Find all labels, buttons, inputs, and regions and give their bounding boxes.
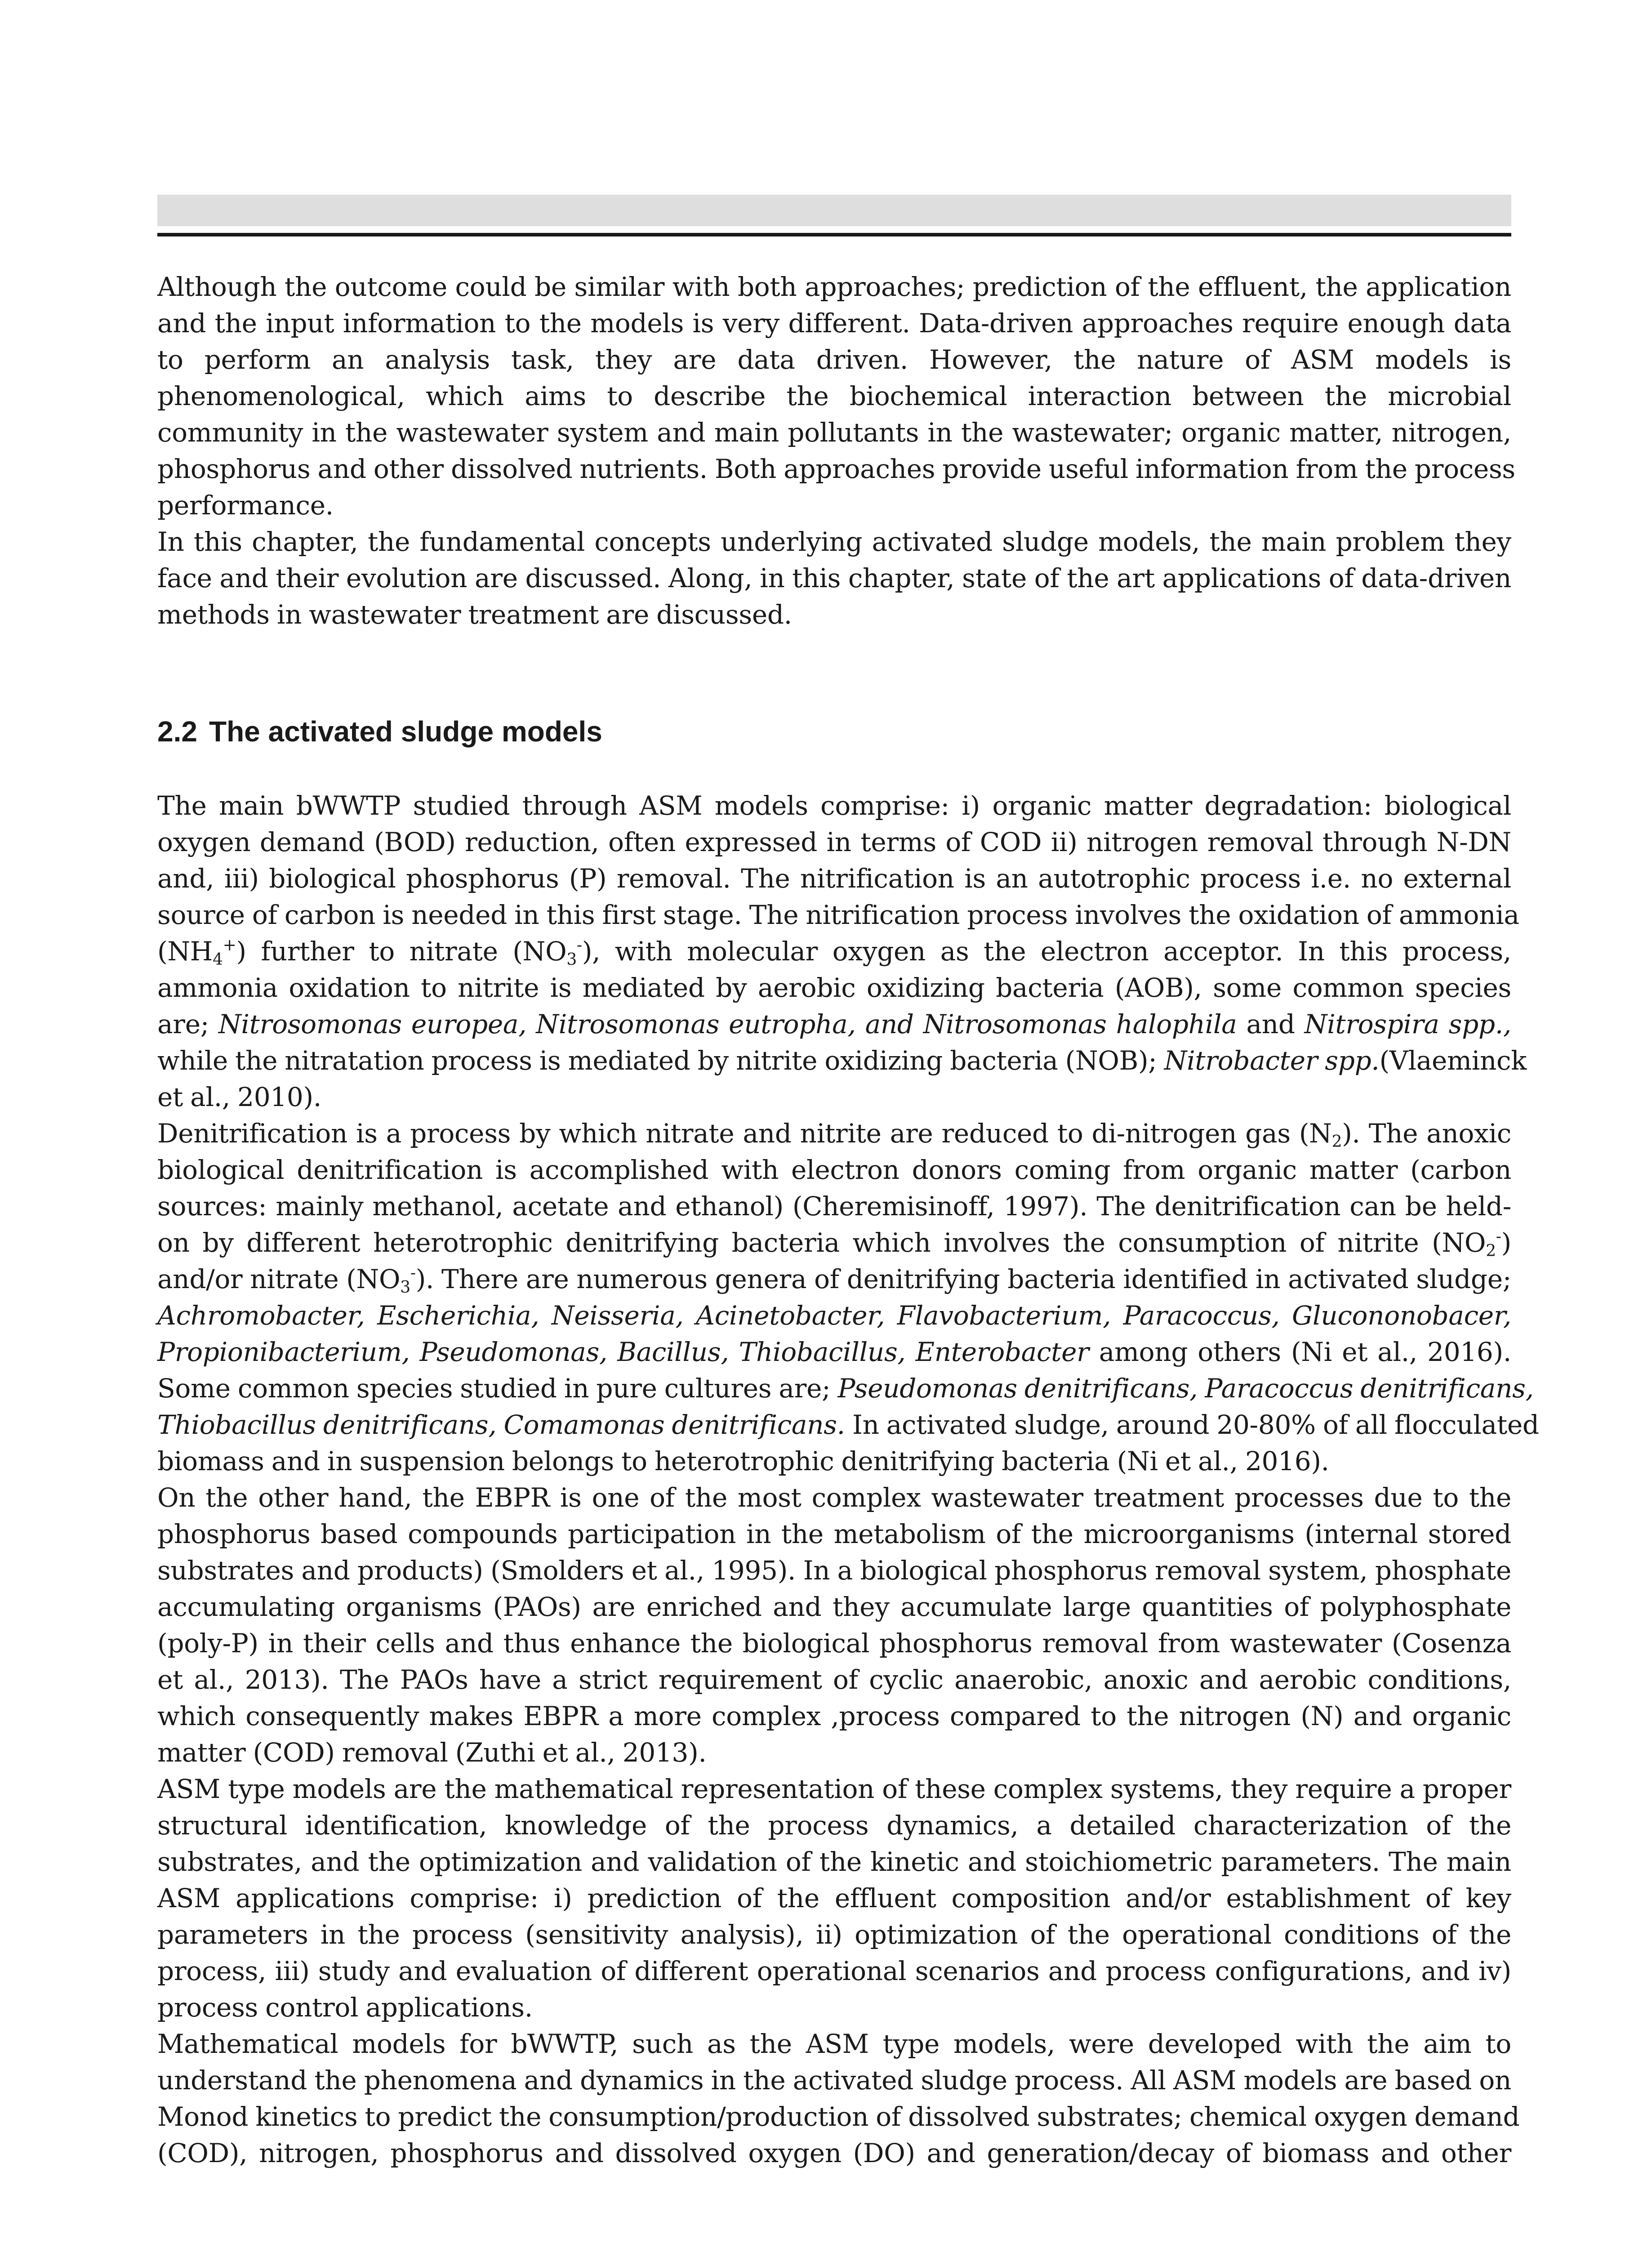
text-line: substrates and products) (Smolders et al., 1995). In a biological phosphorus removal system, phosphate bbox=[157, 1555, 1511, 1586]
header-band bbox=[157, 195, 1511, 226]
text-line: et al., 2010). bbox=[157, 1082, 321, 1112]
text-line: understand the phenomena and dynamics in the activated sludge process. All ASM models are based on bbox=[157, 2065, 1511, 2096]
text-line: Although the outcome could be similar with both approaches; prediction of the effluent, the application bbox=[157, 272, 1511, 302]
text-line: et al., 2013). The PAOs have a strict requirement of cyclic anaerobic, anoxic and aerobic conditions, bbox=[157, 1664, 1511, 1695]
text-line: Propionibacterium, Pseudomonas, Bacillus, Thiobacillus, Enterobacter among others (Ni et al., 2016). bbox=[157, 1337, 1512, 1367]
text-line: $(NH_4^+)$ further to nitrate $(NO_3^-)$, with molecular oxygen as the electron acceptor. In this process, bbox=[157, 936, 1511, 969]
section-body bbox=[157, 788, 1539, 2172]
text-line: (poly-P) in their cells and thus enhance the biological phosphorus removal from wastewater (Cosenza bbox=[157, 1628, 1511, 1659]
text-line: methods in wastewater treatment are discussed. bbox=[157, 599, 792, 630]
text-line: ASM type models are the mathematical representation of these complex systems, they require a proper bbox=[157, 1774, 1511, 1804]
text-line: while the nitratation process is mediated by nitrite oxidizing bacteria (NOB); Nitrobacter spp.(Vlaeminck bbox=[157, 1045, 1527, 1076]
text-line: Mathematical models for bWWTP, such as the ASM type models, were developed with the aim to bbox=[157, 2029, 1511, 2059]
text-line: phosphorus based compounds participation in the metabolism of the microorganisms (internal stored bbox=[157, 1519, 1511, 1549]
text-line: are; Nitrosomonas europea, Nitrosomonas eutropha, and Nitrosomonas halophila and Nitrospira spp., bbox=[157, 1009, 1512, 1039]
paragraph bbox=[157, 788, 1527, 1115]
text-line: and, iii) biological phosphorus (P) removal. The nitrification is an autotrophic process i.e. no external bbox=[157, 863, 1511, 894]
intro-text bbox=[157, 269, 1515, 633]
text-line: Monod kinetics to predict the consumption/production of dissolved substrates; chemical oxygen demand bbox=[157, 2101, 1520, 2132]
section-title: The activated sludge models bbox=[209, 715, 602, 748]
text-line: process, iii) study and evaluation of different operational scenarios and process configurations, and iv) bbox=[157, 1956, 1511, 1986]
text-line: performance. bbox=[157, 490, 334, 521]
section-number: 2.2 bbox=[157, 715, 197, 748]
paragraph bbox=[157, 1480, 1511, 1771]
text-line: The main bWWTP studied through ASM models comprise: i) organic matter degradation: biological bbox=[157, 790, 1511, 821]
text-line: On the other hand, the EBPR is one of the most complex wastewater treatment processes due to the bbox=[157, 1482, 1511, 1513]
text-line: Thiobacillus denitrificans, Comamonas denitrificans. In activated sludge, around 20-80% of all flocculated bbox=[157, 1409, 1539, 1440]
text-line: and/or nitrate $(NO_3^-)$. There are numerous genera of denitrifying bacteria identified in activated sludge; bbox=[157, 1264, 1512, 1297]
text-line: ASM applications comprise: i) prediction of the effluent composition and/or establishment of key bbox=[157, 1883, 1511, 1913]
text-line: Achromobacter, Escherichia, Neisseria, Acinetobacter, Flavobacterium, Paracoccus, Glucononobacer, bbox=[157, 1300, 1511, 1331]
text-line: to perform an analysis task, they are data driven. However, the nature of ASM models is bbox=[157, 344, 1511, 375]
text-line: biological denitrification is accomplished with electron donors coming from organic matter (carbon bbox=[157, 1155, 1511, 1185]
text-line: ammonia oxidation to nitrite is mediated by aerobic oxidizing bacteria (AOB), some common species bbox=[157, 972, 1511, 1003]
text-line: process control applications. bbox=[157, 1992, 533, 2023]
text-line: phenomenological, which aims to describe the biochemical interaction between the microbial bbox=[157, 381, 1511, 411]
text-line: matter (COD) removal (Zuthi et al., 2013). bbox=[157, 1737, 707, 1768]
text-line: accumulating organisms (PAOs) are enriched and they accumulate large quantities of polyphosphate bbox=[157, 1592, 1511, 1622]
text-line: parameters in the process (sensitivity analysis), ii) optimization of the operational conditions of the bbox=[157, 1919, 1511, 1950]
text-line: Some common species studied in pure cultures are; Pseudomonas denitrificans, Paracoccus denitrificans, bbox=[157, 1373, 1534, 1404]
paragraph bbox=[157, 1771, 1511, 2026]
text-line: structural identification, knowledge of the process dynamics, a detailed characterization of the bbox=[157, 1810, 1511, 1841]
text-line: community in the wastewater system and main pollutants in the wastewater; organic matter, nitrogen, bbox=[157, 417, 1511, 448]
text-line: oxygen demand (BOD) reduction, often expressed in terms of COD ii) nitrogen removal through N-DN bbox=[157, 827, 1511, 857]
text-line: sources: mainly methanol, acetate and ethanol) (Cheremisinoff, 1997). The denitrification can be held- bbox=[157, 1191, 1511, 1222]
text-line: biomass and in suspension belongs to heterotrophic denitrifying bacteria (Ni et al., 2016). bbox=[157, 1446, 1329, 1476]
text-line: source of carbon is needed in this first stage. The nitrification process involves the oxidation of ammonia bbox=[157, 900, 1519, 930]
paragraph bbox=[157, 2026, 1520, 2172]
section-heading bbox=[157, 715, 602, 748]
text-line: which consequently makes EBPR a more complex ,process compared to the nitrogen (N) and organic bbox=[157, 1701, 1511, 1731]
text-line: substrates, and the optimization and validation of the kinetic and stoichiometric parameters. The main bbox=[157, 1847, 1511, 1877]
text-line: face and their evolution are discussed. Along, in this chapter, state of the art applications of data-driven bbox=[157, 563, 1511, 593]
text-line: (COD), nitrogen, phosphorus and dissolved oxygen (DO) and generation/decay of biomass and other bbox=[157, 2138, 1511, 2168]
paragraph bbox=[157, 1115, 1539, 1480]
paragraph bbox=[157, 524, 1511, 633]
text-line: Denitrification is a process by which nitrate and nitrite are reduced to di-nitrogen gas $(N_2)$. The anoxic bbox=[157, 1118, 1512, 1151]
text-line: on by different heterotrophic denitrifying bacteria which involves the consumption of nitrite $(NO_2^-)$ bbox=[157, 1227, 1511, 1260]
text-line: In this chapter, the fundamental concepts underlying activated sludge models, the main problem they bbox=[157, 526, 1511, 557]
text-line: phosphorus and other dissolved nutrients. Both approaches provide useful information from the process bbox=[157, 454, 1515, 484]
header-rule bbox=[157, 233, 1511, 236]
text-line: and the input information to the models is very different. Data-driven approaches require enough data bbox=[157, 308, 1511, 339]
paragraph bbox=[157, 269, 1515, 524]
